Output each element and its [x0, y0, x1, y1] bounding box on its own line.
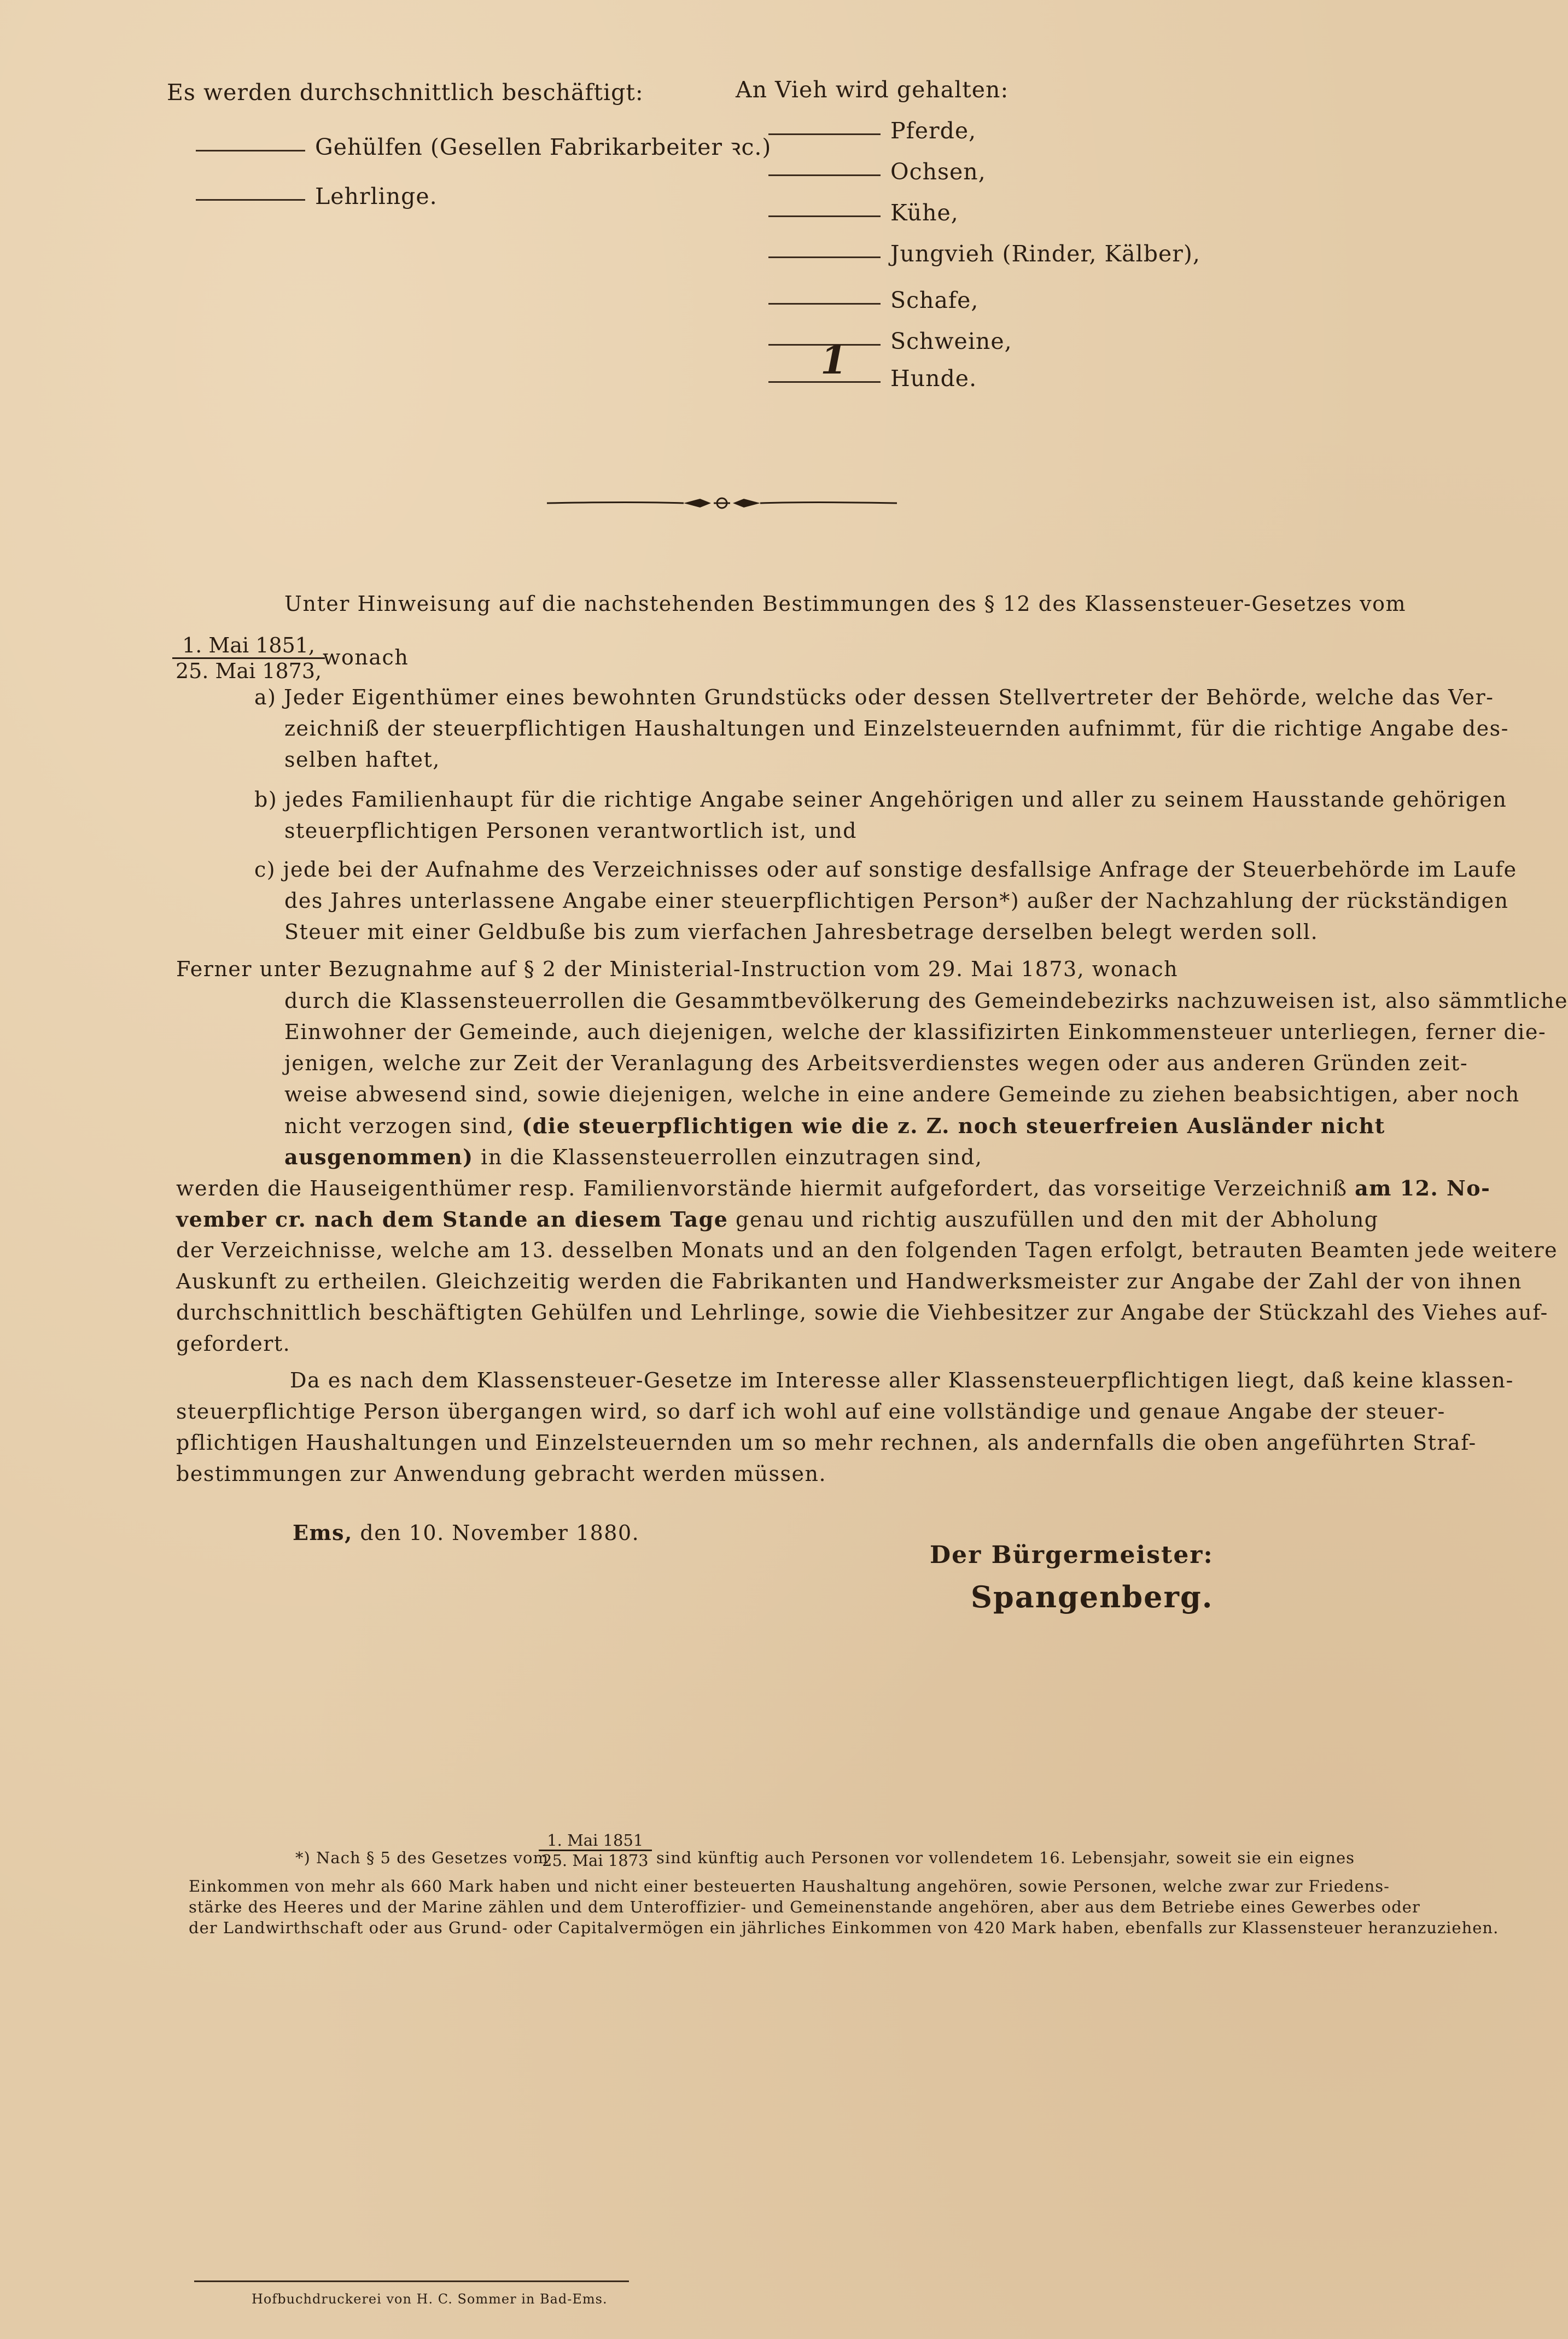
- body-g-line1: [176, 1176, 1490, 1200]
- livestock-blank-pferde: [768, 133, 881, 135]
- livestock-label-pferde: Pferde,: [890, 118, 977, 144]
- body-c-line1: c) jede bei der Aufnahme des Verzeichnisses oder auf sonstige desfallsige Anfrage der Steuerbehörde im Laufe: [254, 858, 1517, 882]
- body-g-line1-pre: werden die Hauseigenthümer resp. Familienvorstände hiermit aufgefordert, das vorseitige Verzeichniß: [176, 1176, 1348, 1200]
- livestock-label-kuehe: Kühe,: [890, 200, 959, 226]
- body-f-line6-pre: nicht verzogen sind,: [284, 1114, 515, 1138]
- body-a-line2: zeichniß der steuerpflichtigen Haushaltungen und Einzelsteuernden aufnimmt, für die richtige Angabe des-: [284, 716, 1509, 740]
- body-date-fraction: [172, 633, 325, 683]
- employment-item-gehuelfen: [196, 131, 771, 162]
- footnote-pre: *) Nach § 5 des Gesetzes vom: [295, 1848, 549, 1867]
- employment-blank-gehuelfen: [196, 150, 305, 151]
- body-f-line2: durch die Klassensteuerrollen die Gesammtbevölkerung des Gemeindebezirks nachzuweisen ist, also sämmtliche: [284, 989, 1568, 1013]
- body-g-line2: [176, 1207, 1379, 1232]
- footnote-date-num: 1. Mai 1851: [539, 1831, 652, 1851]
- body-f-line7-post: in die Klassensteuerrollen einzutragen sind,: [481, 1145, 983, 1169]
- body-b-line1: b) jedes Familienhaupt für die richtige Angabe seiner Angehörigen und aller zu seinem Hausstande gehörigen: [254, 788, 1507, 812]
- livestock-item-ochsen: [768, 159, 986, 185]
- ornament-divider: [547, 492, 897, 514]
- livestock-item-pferde: [768, 118, 976, 144]
- body-h-line3: pflichtigen Haushaltungen und Einzelsteuernden um so mehr rechnen, als andernfalls die oben angeführten Straf-: [176, 1431, 1477, 1455]
- body-g-line5: durchschnittlich beschäftigten Gehülfen und Lehrlinge, sowie die Viehbesitzer zur Angabe der Stückzahl des Viehes auf-: [176, 1300, 1548, 1325]
- livestock-item-schafe: [768, 287, 978, 313]
- body-h-line2: steuerpflichtige Person übergangen wird, so darf ich wohl auf eine vollständige und genaue Angabe der steuer-: [176, 1399, 1445, 1424]
- body-f-line4: jenigen, welche zur Zeit der Veranlagung des Arbeitsverdienstes wegen oder aus anderen Gründen zeit-: [284, 1051, 1468, 1075]
- livestock-blank-jungvieh: [768, 256, 881, 258]
- body-f-line6: [284, 1113, 1385, 1138]
- livestock-label-hunde: Hunde.: [890, 365, 977, 392]
- body-date-num: 1. Mai 1851,: [172, 633, 325, 659]
- livestock-item-kuehe: [768, 200, 959, 226]
- printer-imprint: Hofbuchdruckerei von H. C. Sommer in Bad-Ems.: [252, 2291, 608, 2307]
- body-g-line3: der Verzeichnisse, welche am 13. desselben Monats und an den folgenden Tagen erfolgt, betrauten Beamten jede weitere: [176, 1238, 1558, 1262]
- body-f-line7-bold: ausgenommen): [284, 1145, 474, 1169]
- footnote-post: sind künftig auch Personen vor vollendetem 16. Lebensjahr, soweit sie ein eignes: [656, 1848, 1355, 1867]
- body-a-line3: selben haftet,: [284, 748, 440, 772]
- body-h-line1: Da es nach dem Klassensteuer-Gesetze im Interesse aller Klassensteuerpflichtigen liegt, daß keine klassen-: [290, 1368, 1514, 1392]
- body-g-line2-bold: vember cr. nach dem Stande an diesem Tage: [176, 1207, 728, 1232]
- livestock-label-schafe: Schafe,: [890, 287, 979, 313]
- employment-heading: Es werden durchschnittlich beschäftigt:: [167, 79, 644, 106]
- body-wonach: wonach: [323, 645, 409, 669]
- body-intro: Unter Hinweisung auf die nachstehenden Bestimmungen des § 12 des Klassensteuer-Gesetzes vom: [284, 592, 1407, 616]
- livestock-blank-kuehe: [768, 215, 881, 217]
- employment-label-lehrlinge: Lehrlinge.: [315, 183, 438, 209]
- livestock-item-jungvieh: [768, 241, 1200, 267]
- printer-rule: [194, 2280, 629, 2282]
- footnote-line2: Einkommen von mehr als 660 Mark haben und nicht einer besteuerten Haushaltung angehören, sowie Personen, welche zwar zur Friedens-: [189, 1877, 1390, 1895]
- closing-name: Spangenberg.: [971, 1579, 1214, 1614]
- livestock-heading: An Vieh wird gehalten:: [736, 77, 1009, 103]
- employment-blank-lehrlinge: [196, 199, 305, 201]
- body-b-line2: steuerpflichtigen Personen verantwortlich ist, und: [284, 819, 857, 843]
- body-f-line5: weise abwesend sind, sowie diejenigen, welche in eine andere Gemeinde zu ziehen beabsichtigen, aber noch: [284, 1082, 1520, 1106]
- livestock-item-hunde: [768, 337, 977, 392]
- livestock-blank-hunde: [768, 337, 881, 383]
- employment-item-lehrlinge: [196, 183, 438, 209]
- body-g-line1-bold: am 12. No-: [1355, 1176, 1491, 1200]
- employment-label-gehuelfen: Gehülfen (Gesellen Fabrikarbeiter ꝛc.): [315, 134, 772, 160]
- livestock-label-jungvieh: Jungvieh (Rinder, Kälber),: [890, 241, 1200, 267]
- body-f-line1: Ferner unter Bezugnahme auf § 2 der Ministerial-Instruction vom 29. Mai 1873, wonach: [176, 957, 1179, 981]
- body-h-line4: bestimmungen zur Anwendung gebracht werden müssen.: [176, 1462, 827, 1486]
- body-g-line4: Auskunft zu ertheilen. Gleichzeitig werden die Fabrikanten und Handwerksmeister zur Angabe der Zahl der von ihnen: [176, 1269, 1522, 1293]
- footnote-date-den: 25. Mai 1873: [542, 1851, 649, 1870]
- livestock-blank-ochsen: [768, 174, 881, 176]
- livestock-blank-schafe: [768, 303, 881, 305]
- closing-place-date: [293, 1520, 639, 1545]
- closing-place: Ems,: [293, 1520, 353, 1545]
- livestock-label-schweine: Schweine,: [890, 328, 1012, 354]
- body-date-den: 25. Mai 1873,: [176, 659, 322, 683]
- footnote-date-fraction: [539, 1831, 652, 1870]
- livestock-item-schweine: [768, 328, 1012, 354]
- body-c-line2: des Jahres unterlassene Angabe einer steuerpflichtigen Person*) außer der Nachzahlung der rückständigen: [284, 889, 1509, 913]
- livestock-value-hunde: 1: [820, 337, 848, 383]
- body-c-line3: Steuer mit einer Geldbuße bis zum vierfachen Jahresbetrage derselben belegt werden soll.: [284, 920, 1319, 944]
- footnote-line3: stärke des Heeres und der Marine zählen und dem Unteroffizier- und Gemeinenstande angehören, aber aus dem Betriebe eines Gewerbes oder: [189, 1898, 1420, 1916]
- body-g-line6: gefordert.: [176, 1332, 291, 1356]
- body-f-line6-bold: (die steuerpflichtigen wie die z. Z. noch steuerfreien Ausländer nicht: [522, 1113, 1385, 1138]
- livestock-label-ochsen: Ochsen,: [890, 159, 986, 185]
- closing-date: den 10. November 1880.: [360, 1521, 640, 1545]
- body-a-line1: a) Jeder Eigenthümer eines bewohnten Grundstücks oder dessen Stellvertreter der Behörde, welche das Ver-: [254, 685, 1494, 709]
- body-f-line7: [284, 1145, 982, 1169]
- closing-title: Der Bürgermeister:: [930, 1541, 1214, 1569]
- body-f-line3: Einwohner der Gemeinde, auch diejenigen, welche der klassifizirten Einkommensteuer unterliegen, ferner die-: [284, 1020, 1547, 1044]
- footnote-line4: der Landwirthschaft oder aus Grund- oder Capitalvermögen ein jährliches Einkommen von 420 Mark haben, ebenfalls zur Klassensteuer heranzuziehen.: [189, 1918, 1499, 1937]
- body-g-line2-post: genau und richtig auszufüllen und den mit der Abholung: [736, 1208, 1379, 1232]
